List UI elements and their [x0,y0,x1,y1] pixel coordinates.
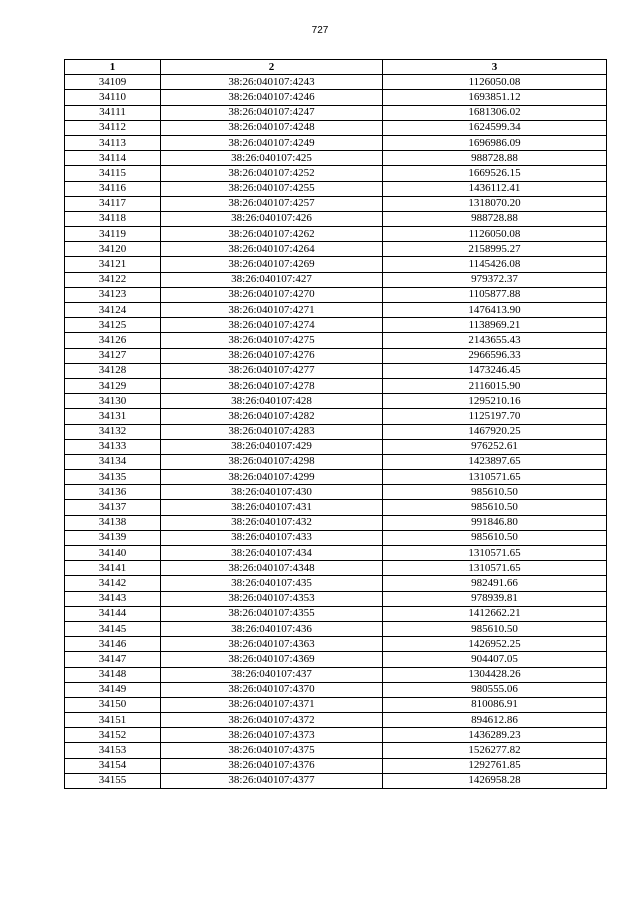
value-cell: 1318070.20 [383,196,607,211]
table-row [65,697,607,712]
page-number: 727 [311,25,329,36]
cadastral-number-cell: 38:26:040107:436 [161,621,383,636]
cadastral-number-cell: 38:26:040107:4255 [161,181,383,196]
table-row [65,485,607,500]
table-header-row [65,60,607,75]
value-cell: 1310571.65 [383,546,607,561]
row-number-cell: 34151 [65,713,161,728]
cadastral-number-cell: 38:26:040107:429 [161,439,383,454]
row-number-cell: 34111 [65,105,161,120]
table-row [65,652,607,667]
row-number-cell: 34110 [65,90,161,105]
row-number-cell: 34143 [65,591,161,606]
row-number-cell: 34149 [65,682,161,697]
value-cell: 1292761.85 [383,758,607,773]
row-number-cell: 34137 [65,500,161,515]
value-cell: 1696986.09 [383,135,607,150]
table-row [65,151,607,166]
value-cell: 1125197.70 [383,409,607,424]
value-cell: 1145426.08 [383,257,607,272]
value-cell: 982491.66 [383,576,607,591]
row-number-cell: 34127 [65,348,161,363]
table-row [65,105,607,120]
cadastral-number-cell: 38:26:040107:4355 [161,606,383,621]
table-row [65,561,607,576]
value-cell: 2966596.33 [383,348,607,363]
table-row [65,303,607,318]
table-row [65,363,607,378]
row-number-cell: 34129 [65,378,161,393]
value-cell: 1295210.16 [383,394,607,409]
cadastral-number-cell: 38:26:040107:4274 [161,318,383,333]
table-row [65,90,607,105]
cadastral-number-cell: 38:26:040107:4299 [161,470,383,485]
value-cell: 1126050.08 [383,227,607,242]
table-row [65,75,607,90]
row-number-cell: 34155 [65,773,161,788]
value-cell: 904407.05 [383,652,607,667]
row-number-cell: 34117 [65,196,161,211]
cadastral-number-cell: 38:26:040107:431 [161,500,383,515]
table-row [65,378,607,393]
cadastral-number-cell: 38:26:040107:435 [161,576,383,591]
table-row [65,227,607,242]
table-row [65,682,607,697]
value-cell: 1310571.65 [383,470,607,485]
table-row [65,272,607,287]
row-number-cell: 34123 [65,287,161,302]
table-row [65,621,607,636]
value-cell: 1436112.41 [383,181,607,196]
cadastral-number-cell: 38:26:040107:425 [161,151,383,166]
table-row [65,773,607,788]
value-cell: 1426952.25 [383,637,607,652]
value-cell: 985610.50 [383,621,607,636]
cadastral-number-cell: 38:26:040107:4243 [161,75,383,90]
row-number-cell: 34152 [65,728,161,743]
cadastral-number-cell: 38:26:040107:4282 [161,409,383,424]
cadastral-number-cell: 38:26:040107:4369 [161,652,383,667]
table-row [65,120,607,135]
row-number-cell: 34141 [65,561,161,576]
value-cell: 1467920.25 [383,424,607,439]
cadastral-number-cell: 38:26:040107:4269 [161,257,383,272]
table-row [65,500,607,515]
cadastral-number-cell: 38:26:040107:4248 [161,120,383,135]
table-row [65,637,607,652]
row-number-cell: 34135 [65,470,161,485]
cadastral-number-cell: 38:26:040107:4372 [161,713,383,728]
column-header-2: 2 [161,60,383,75]
cadastral-number-cell: 38:26:040107:4363 [161,637,383,652]
cadastral-number-cell: 38:26:040107:432 [161,515,383,530]
row-number-cell: 34121 [65,257,161,272]
row-number-cell: 34116 [65,181,161,196]
table-row [65,181,607,196]
row-number-cell: 34124 [65,303,161,318]
value-cell: 985610.50 [383,530,607,545]
cadastral-number-cell: 38:26:040107:428 [161,394,383,409]
table-row [65,728,607,743]
value-cell: 894612.86 [383,713,607,728]
row-number-cell: 34113 [65,135,161,150]
row-number-cell: 34144 [65,606,161,621]
row-number-cell: 34148 [65,667,161,682]
cadastral-number-cell: 38:26:040107:4252 [161,166,383,181]
value-cell: 985610.50 [383,500,607,515]
value-cell: 1669526.15 [383,166,607,181]
value-cell: 1105877.88 [383,287,607,302]
cadastral-number-cell: 38:26:040107:4373 [161,728,383,743]
row-number-cell: 34145 [65,621,161,636]
cadastral-number-cell: 38:26:040107:4298 [161,454,383,469]
cadastral-number-cell: 38:26:040107:4371 [161,697,383,712]
table-row [65,606,607,621]
row-number-cell: 34112 [65,120,161,135]
row-number-cell: 34126 [65,333,161,348]
cadastral-number-cell: 38:26:040107:4246 [161,90,383,105]
row-number-cell: 34154 [65,758,161,773]
row-number-cell: 34133 [65,439,161,454]
table-row [65,515,607,530]
value-cell: 978939.81 [383,591,607,606]
value-cell: 976252.61 [383,439,607,454]
table-row [65,667,607,682]
value-cell: 2158995.27 [383,242,607,257]
value-cell: 2116015.90 [383,378,607,393]
cadastral-number-cell: 38:26:040107:437 [161,667,383,682]
table-row [65,287,607,302]
row-number-cell: 34125 [65,318,161,333]
table-row [65,424,607,439]
cadastral-number-cell: 38:26:040107:4353 [161,591,383,606]
row-number-cell: 34122 [65,272,161,287]
cadastral-number-cell: 38:26:040107:4262 [161,227,383,242]
value-cell: 991846.80 [383,515,607,530]
cadastral-number-cell: 38:26:040107:4375 [161,743,383,758]
cadastral-number-cell: 38:26:040107:4283 [161,424,383,439]
value-cell: 1426958.28 [383,773,607,788]
value-cell: 979372.37 [383,272,607,287]
table-row [65,166,607,181]
table-row [65,743,607,758]
value-cell: 810086.91 [383,697,607,712]
table-row [65,333,607,348]
data-table [64,59,607,789]
table-row [65,242,607,257]
table-row [65,576,607,591]
value-cell: 1526277.82 [383,743,607,758]
value-cell: 1423897.65 [383,454,607,469]
row-number-cell: 34134 [65,454,161,469]
value-cell: 1476413.90 [383,303,607,318]
cadastral-number-cell: 38:26:040107:4278 [161,378,383,393]
table-row [65,135,607,150]
table-row [65,591,607,606]
value-cell: 1436289.23 [383,728,607,743]
cadastral-number-cell: 38:26:040107:4249 [161,135,383,150]
table-row [65,454,607,469]
value-cell: 1304428.26 [383,667,607,682]
value-cell: 2143655.43 [383,333,607,348]
value-cell: 1126050.08 [383,75,607,90]
column-header-1: 1 [65,60,161,75]
table-row [65,348,607,363]
cadastral-number-cell: 38:26:040107:4247 [161,105,383,120]
row-number-cell: 34147 [65,652,161,667]
row-number-cell: 34146 [65,637,161,652]
row-number-cell: 34140 [65,546,161,561]
table-row [65,470,607,485]
value-cell: 1138969.21 [383,318,607,333]
cadastral-number-cell: 38:26:040107:4275 [161,333,383,348]
value-cell: 1681306.02 [383,105,607,120]
value-cell: 1624599.34 [383,120,607,135]
table-row [65,758,607,773]
row-number-cell: 34128 [65,363,161,378]
row-number-cell: 34120 [65,242,161,257]
row-number-cell: 34142 [65,576,161,591]
table-row [65,196,607,211]
cadastral-number-cell: 38:26:040107:4257 [161,196,383,211]
row-number-cell: 34131 [65,409,161,424]
row-number-cell: 34109 [65,75,161,90]
table-row [65,257,607,272]
row-number-cell: 34136 [65,485,161,500]
cadastral-number-cell: 38:26:040107:4377 [161,773,383,788]
cadastral-number-cell: 38:26:040107:4376 [161,758,383,773]
value-cell: 1693851.12 [383,90,607,105]
cadastral-number-cell: 38:26:040107:4348 [161,561,383,576]
cadastral-number-cell: 38:26:040107:4264 [161,242,383,257]
cadastral-number-cell: 38:26:040107:430 [161,485,383,500]
row-number-cell: 34119 [65,227,161,242]
value-cell: 980555.06 [383,682,607,697]
value-cell: 1310571.65 [383,561,607,576]
table-row [65,439,607,454]
row-number-cell: 34132 [65,424,161,439]
value-cell: 1473246.45 [383,363,607,378]
cadastral-number-cell: 38:26:040107:4277 [161,363,383,378]
row-number-cell: 34150 [65,697,161,712]
row-number-cell: 34118 [65,211,161,226]
table-row [65,211,607,226]
row-number-cell: 34114 [65,151,161,166]
cadastral-number-cell: 38:26:040107:426 [161,211,383,226]
table-row [65,713,607,728]
row-number-cell: 34115 [65,166,161,181]
table-row [65,546,607,561]
cadastral-number-cell: 38:26:040107:4370 [161,682,383,697]
row-number-cell: 34153 [65,743,161,758]
cadastral-number-cell: 38:26:040107:4276 [161,348,383,363]
table-row [65,409,607,424]
cadastral-number-cell: 38:26:040107:4271 [161,303,383,318]
table-row [65,318,607,333]
table-body [65,75,607,789]
cadastral-number-cell: 38:26:040107:427 [161,272,383,287]
value-cell: 1412662.21 [383,606,607,621]
value-cell: 988728.88 [383,211,607,226]
cadastral-number-cell: 38:26:040107:434 [161,546,383,561]
value-cell: 985610.50 [383,485,607,500]
row-number-cell: 34138 [65,515,161,530]
row-number-cell: 34139 [65,530,161,545]
cadastral-number-cell: 38:26:040107:4270 [161,287,383,302]
row-number-cell: 34130 [65,394,161,409]
cadastral-number-cell: 38:26:040107:433 [161,530,383,545]
column-header-3: 3 [383,60,607,75]
table-row [65,530,607,545]
table-row [65,394,607,409]
value-cell: 988728.88 [383,151,607,166]
